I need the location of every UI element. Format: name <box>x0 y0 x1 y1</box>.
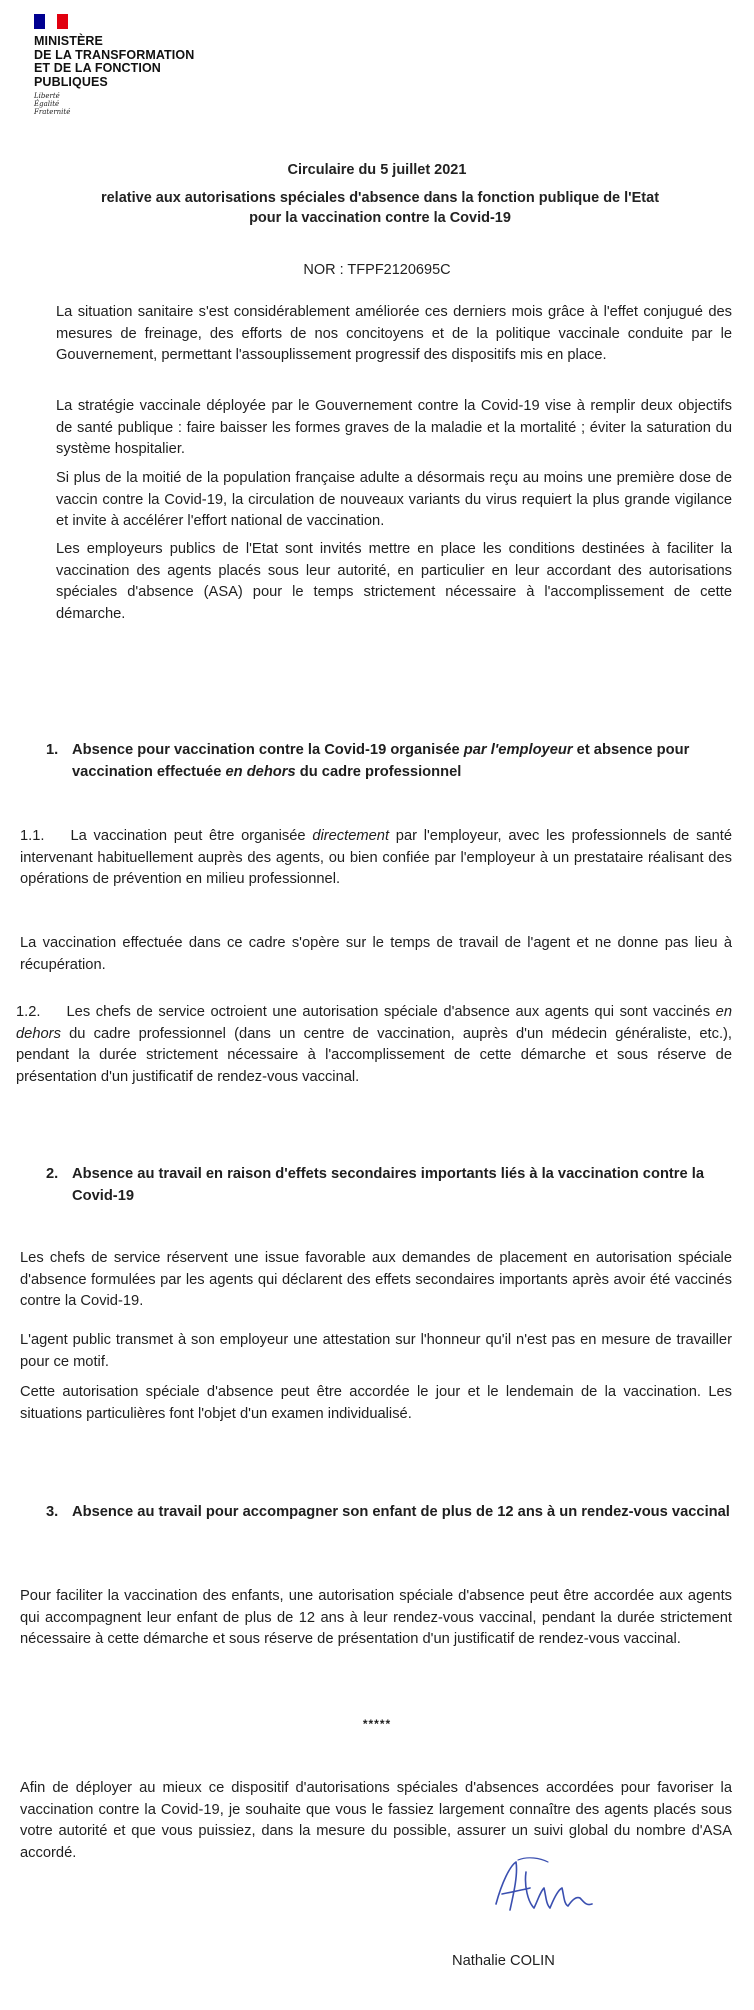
section-heading-text: Absence au travail en raison d'effets secondaires importants liés à la vaccination contre la Covid-19 <box>72 1166 705 1204</box>
paragraph-number: 1.1. <box>20 828 45 844</box>
separator: ***** <box>362 1717 392 1731</box>
paragraph-text: directement <box>312 828 390 844</box>
heading-part: par l'employeur <box>463 742 573 758</box>
ministry-name <box>34 35 194 89</box>
nor-reference: NOR : TFPF2120695C <box>303 262 451 278</box>
motto-line: Égalité <box>34 100 60 108</box>
document-subtitle: relative aux autorisations spéciales d'absence dans la fonction publique de l'Etat pour la vaccination contre la Covid-19 <box>100 190 660 226</box>
motto-line: Fraternité <box>34 108 71 116</box>
intro-paragraph: La situation sanitaire s'est considérablement améliorée ces derniers mois grâce à l'effet conjugué des mesures de freinage, des efforts de nos concitoyens et de la politique vaccinale conduite par le Gouvernement, permettant l'assouplissement progressif des dispositifs mis en place. <box>56 304 732 364</box>
motto-line: Liberté <box>34 92 60 100</box>
paragraph-1-1-b: La vaccination effectuée dans ce cadre s'opère sur le temps de travail de l'agent et ne donne pas lieu à récupération. <box>20 935 732 973</box>
intro-paragraph: Si plus de la moitié de la population française adulte a désormais reçu au moins une première dose de vaccin contre la Covid-19, la circulation de nouveaux variants du virus requiert la plus grande vigilance et invite à accélérer l'effort national de vaccination. <box>56 470 732 530</box>
ministry-logo <box>34 14 194 116</box>
section-heading-text: Absence au travail pour accompagner son enfant de plus de 12 ans à un rendez-vous vaccinal <box>72 1504 730 1520</box>
signer-name: Nathalie COLIN <box>452 1953 555 1969</box>
ministry-line: PUBLIQUES <box>34 74 108 89</box>
paragraph-text: du cadre professionnel (dans un centre de vaccination, auprès d'un médecin généraliste, etc.), pendant la durée strictement nécessaire à l'accomplissement de cette démarche et sous réserve de présentation d'un justificatif de rendez-vous vaccinal. <box>16 1025 732 1085</box>
intro-paragraph: La stratégie vaccinale déployée par le Gouvernement contre la Covid-19 vise à remplir deux objectifs de santé publique : faire baisser les formes graves de la maladie et la mortalité ; éviter la saturation du système hospitalier. <box>56 398 732 458</box>
paragraph-text: La vaccination peut être organisée <box>70 828 313 844</box>
heading-part: Absence pour vaccination contre la Covid-19 organisée <box>72 742 464 758</box>
handwritten-signature <box>488 1852 598 1922</box>
section-1-heading <box>46 739 732 783</box>
paragraph-1-1 <box>20 826 732 891</box>
paragraph-1-2 <box>16 1002 732 1088</box>
section-3-heading <box>46 1501 732 1523</box>
ministry-line: ET DE LA FONCTION <box>34 61 161 75</box>
document-title: Circulaire du 5 juillet 2021 <box>287 162 467 178</box>
paragraph-text: Les chefs de service octroient une autorisation spéciale d'absence aux agents qui sont vaccinés <box>66 1004 716 1020</box>
ministry-line: DE LA TRANSFORMATION <box>34 47 195 62</box>
french-flag-icon <box>34 14 68 29</box>
republic-motto <box>34 92 194 116</box>
intro-paragraph: Les employeurs publics de l'Etat sont invités mettre en place les conditions destinées à faciliter la vaccination des agents placés sous leur autorité, en particulier en leur accordant des autorisations spéciales d'absence (ASA) pour le temps strictement nécessaire à l'accomplissement de cette démarche. <box>56 541 732 622</box>
paragraph-number: 1.2. <box>16 1004 41 1020</box>
heading-part: en dehors <box>225 764 296 780</box>
heading-part: du cadre professionnel <box>295 764 462 780</box>
section-number: 1. <box>46 742 59 758</box>
section-2-paragraph: L'agent public transmet à son employeur une attestation sur l'honneur qu'il n'est pas en mesure de travailler pour ce motif. <box>20 1332 732 1370</box>
heading-part: et absence pour vaccination effectuée <box>72 742 690 780</box>
section-heading-text <box>72 739 732 783</box>
section-2-heading <box>46 1163 732 1207</box>
signature-icon <box>488 1852 598 1922</box>
paragraph-text: par l'employeur, avec les professionnels de santé intervenant habituellement auprès des agents, ou bien confiée par l'employeur à un prestataire réalisant des opérations de prévention en milieu professionnel. <box>20 828 732 888</box>
section-3-paragraph: Pour faciliter la vaccination des enfants, une autorisation spéciale d'absence peut être accordée aux agents qui accompagnent leur enfant de plus de 12 ans à leur rendez-vous vaccinal, pendant la durée strictement nécessaire à cette démarche et sous réserve de présentation d'un justificatif de rendez-vous vaccinal. <box>20 1588 732 1648</box>
closing-paragraph: Afin de déployer au mieux ce dispositif d'autorisations spéciales d'absences accordées pour favoriser la vaccination contre la Covid-19, je souhaite que vous le fassiez largement connaître des agents placés sous votre autorité et que vous puissiez, dans la mesure du possible, assurer un suivi global du nombre d'ASA accordé. <box>20 1780 732 1861</box>
section-2-paragraph: Les chefs de service réservent une issue favorable aux demandes de placement en autorisation spéciale d'absence formulées par les agents qui déclarent des effets secondaires importants après avoir été vaccinés contre la Covid-19. <box>20 1250 732 1310</box>
section-2-paragraph: Cette autorisation spéciale d'absence peut être accordée le jour et le lendemain de la vaccination. Les situations particulières font l'objet d'un examen individualisé. <box>20 1384 732 1422</box>
paragraph-text: en dehors <box>16 1004 732 1042</box>
section-number: 2. <box>46 1166 59 1182</box>
section-number: 3. <box>46 1504 59 1520</box>
ministry-line: MINISTÈRE <box>34 34 103 48</box>
